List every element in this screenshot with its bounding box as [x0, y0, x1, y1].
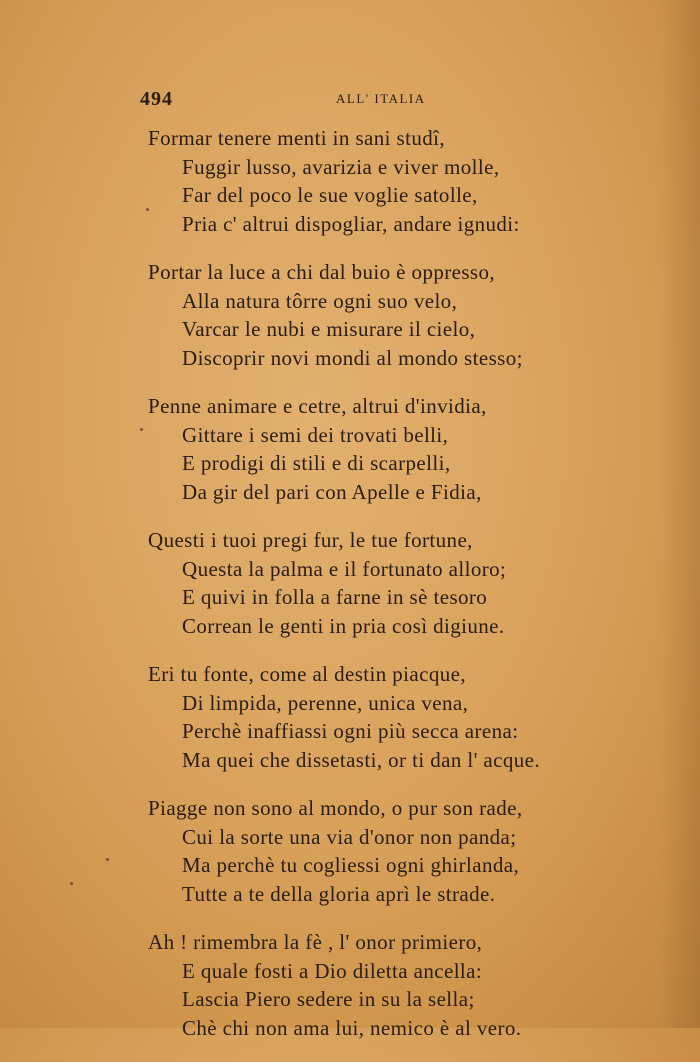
- stanza: [0, 124, 700, 238]
- verse-line: Questa la palma e il fortunato alloro;: [182, 556, 507, 581]
- stanza: [0, 526, 700, 640]
- verse-line: Eri tu fonte, come al destin piacque,: [148, 662, 467, 686]
- verse-line: Alla natura tôrre ogni suo velo,: [182, 288, 458, 313]
- verse-line: Correan le genti in pria così digiune.: [182, 613, 505, 638]
- verse-line: Discoprir novi mondi al mondo stesso;: [182, 345, 523, 370]
- verse-line: Fuggir lusso, avarizia e viver molle,: [182, 154, 500, 179]
- verse-line: E quivi in folla a farne in sè tesoro: [182, 585, 488, 609]
- verse-line: E quale fosti a Dio diletta ancella:: [182, 958, 483, 983]
- verse-line: Perchè inaffiassi ogni più secca arena:: [182, 719, 519, 743]
- verse-line: Ma quei che dissetasti, or ti dan l' acque.: [182, 747, 541, 772]
- paper-speck: [146, 208, 149, 211]
- stanza: [0, 928, 700, 1042]
- verse-line: Ah ! rimembra la fè , l' onor primiero,: [148, 930, 483, 954]
- verse-line: Piagge non sono al mondo, o pur son rade,: [148, 796, 523, 820]
- verse-line: Pria c' altrui dispogliar, andare ignudi:: [182, 211, 520, 236]
- paper-speck: [70, 882, 73, 885]
- stanza: [0, 660, 700, 774]
- verse-line: Da gir del pari con Apelle e Fidia,: [182, 479, 482, 504]
- verse-line: Di limpida, perenne, unica vena,: [182, 690, 469, 715]
- page-number: 494: [140, 88, 173, 110]
- page-header: [0, 88, 700, 114]
- verse-line: Chè chi non ama lui, nemico è al vero.: [182, 1015, 522, 1040]
- verse-line: Varcar le nubi e misurare il cielo,: [182, 317, 476, 341]
- verse-line: Formar tenere menti in sani studî,: [148, 126, 446, 150]
- stanza: [0, 794, 700, 908]
- paper-speck: [140, 428, 143, 431]
- verse-line: Tutte a te della gloria aprì le strade.: [182, 881, 496, 906]
- verse-line: Gittare i semi dei trovati belli,: [182, 422, 449, 447]
- verse-line: Penne animare e cetre, altrui d'invidia,: [148, 394, 487, 418]
- poem: [0, 124, 700, 1062]
- verse-line: Questi i tuoi pregi fur, le tue fortune,: [148, 528, 473, 552]
- stanza: [0, 392, 700, 506]
- running-head: ALL' ITALIA: [336, 91, 426, 106]
- verse-line: E prodigi di stili e di scarpelli,: [182, 451, 451, 475]
- verse-line: Portar la luce a chi dal buio è oppresso,: [148, 260, 496, 284]
- verse-line: Lascia Piero sedere in su la sella;: [182, 987, 475, 1011]
- verse-line: Ma perchè tu cogliessi ogni ghirlanda,: [182, 853, 520, 877]
- verse-line: Cui la sorte una via d'onor non panda;: [182, 824, 517, 849]
- verse-line: Far del poco le sue voglie satolle,: [182, 183, 478, 207]
- stanza: [0, 258, 700, 372]
- paper-speck: [106, 858, 109, 861]
